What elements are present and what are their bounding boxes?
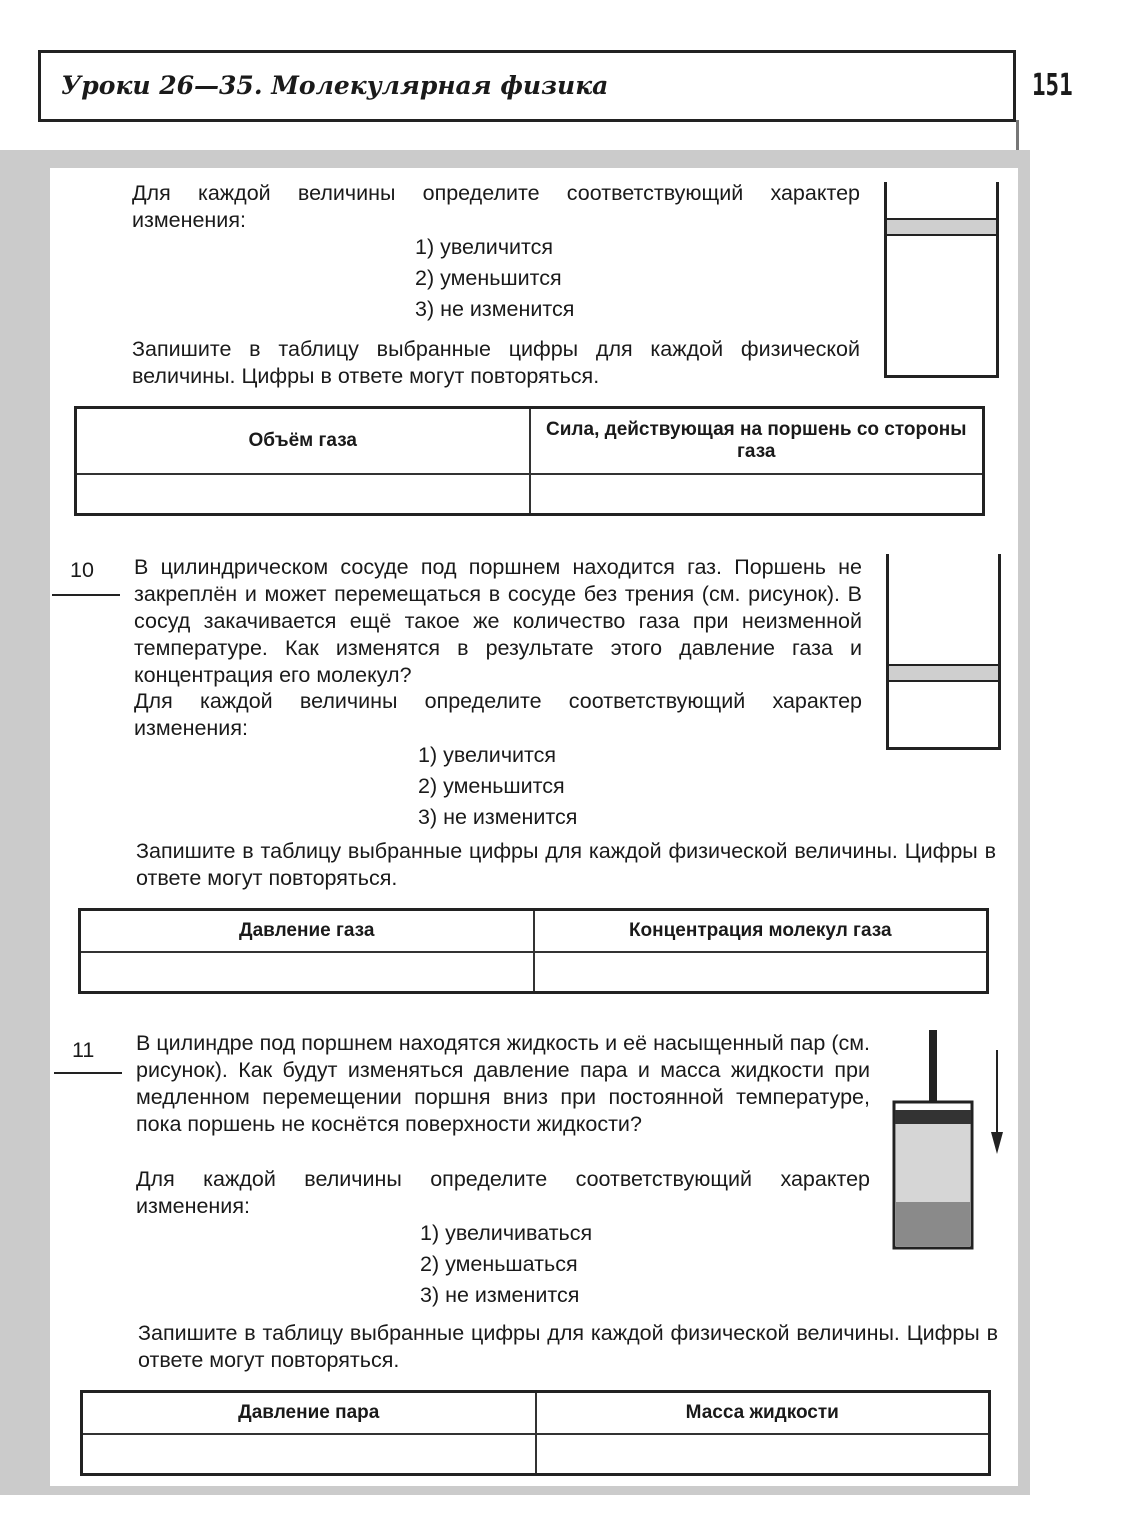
task10-option-2: 2) уменьшится [418,774,565,798]
task11-option-3: 3) не изменится [420,1283,580,1307]
task11-piston [895,1110,971,1124]
task10-vessel-figure [886,554,1001,750]
task9-answer-cell-1[interactable] [76,474,530,515]
task9-option-1: 1) увеличится [415,235,554,259]
task11-answer-cell-2[interactable] [536,1434,990,1475]
task11-number-line [54,1072,122,1074]
task10-options [418,740,577,833]
task11-option-1: 1) увеличиваться [420,1221,593,1245]
task11-options [420,1218,592,1311]
task10-answer-cell-1[interactable] [80,952,534,993]
task11-saturated-vapor [896,1124,970,1202]
task9-answer-table [74,406,985,516]
task10-number-line [52,594,120,596]
task11-answer-cell-1[interactable] [82,1434,536,1475]
task11-answer-table [80,1390,991,1476]
task10-piston [889,664,998,682]
page-header [38,50,1016,122]
task11-header-vapor-pressure: Давление пара [82,1392,536,1434]
task11-instruction: Запишите в таблицу выбранные цифры для каждой физической величины. Цифры в ответе могут повторяться. [138,1321,998,1372]
task11-cylinder-figure [890,1030,1010,1250]
task9-intro: Для каждой величины определите соответствующий характер изменения: [132,181,860,232]
task9-piston [887,218,996,236]
task11-text: В цилиндре под поршнем находятся жидкость и её насыщенный пар (см. рисунок). Как будут изменяться давление пара и масса жидкости при медленном перемещении поршня вниз при постоянной температуре, пока поршень не коснётся поверхности жидкости? [136,1031,870,1136]
task9-instruction: Запишите в таблицу выбранные цифры для каждой физической величины. Цифры в ответе могут повторяться. [132,337,860,388]
task11-down-arrow-head [991,1132,1003,1154]
task10-option-3: 3) не изменится [418,805,578,829]
task9-header-force: Сила, действующая на поршень со стороны газа [530,408,984,474]
task10-header-pressure: Давление газа [80,910,534,952]
header-divider [1016,120,1019,152]
content-area [50,168,1018,1486]
task9-option-2: 2) уменьшится [415,266,562,290]
task10-number: 10 [70,558,94,582]
task9-option-3: 3) не изменится [415,297,575,321]
task10-answer-cell-2[interactable] [534,952,988,993]
task11-header-liquid-mass: Масса жидкости [536,1392,990,1434]
page-title: Уроки 26—35. Молекулярная физика [61,71,609,100]
task9-options [415,232,574,325]
task10-instruction: Запишите в таблицу выбранные цифры для каждой физической величины. Цифры в ответе могут повторяться. [136,839,996,890]
task10-text: В цилиндрическом сосуде под поршнем находится газ. Поршень не закреплён и может перемещаться в сосуде без трения (см. рисунок). В сосуд закачивается ещё такое же количество газа при неизменной температуре. Как изменятся в результате этого давление газа и концентрация его молекул? [134,555,862,687]
task9-header-volume: Объём газа [76,408,530,474]
task11-option-2: 2) уменьшаться [420,1252,578,1276]
task10-option-1: 1) увеличится [418,743,557,767]
task11-intro: Для каждой величины определите соответствующий характер изменения: [136,1167,870,1218]
task9-answer-cell-2[interactable] [530,474,984,515]
task10-intro: Для каждой величины определите соответствующий характер изменения: [134,689,862,740]
page-number: 151 [1032,68,1073,103]
task11-liquid [896,1202,970,1246]
task10-header-concentration: Концентрация молекул газа [534,910,988,952]
task10-answer-table [78,908,989,994]
task11-number: 11 [72,1038,95,1062]
task9-vessel-figure [884,182,999,378]
